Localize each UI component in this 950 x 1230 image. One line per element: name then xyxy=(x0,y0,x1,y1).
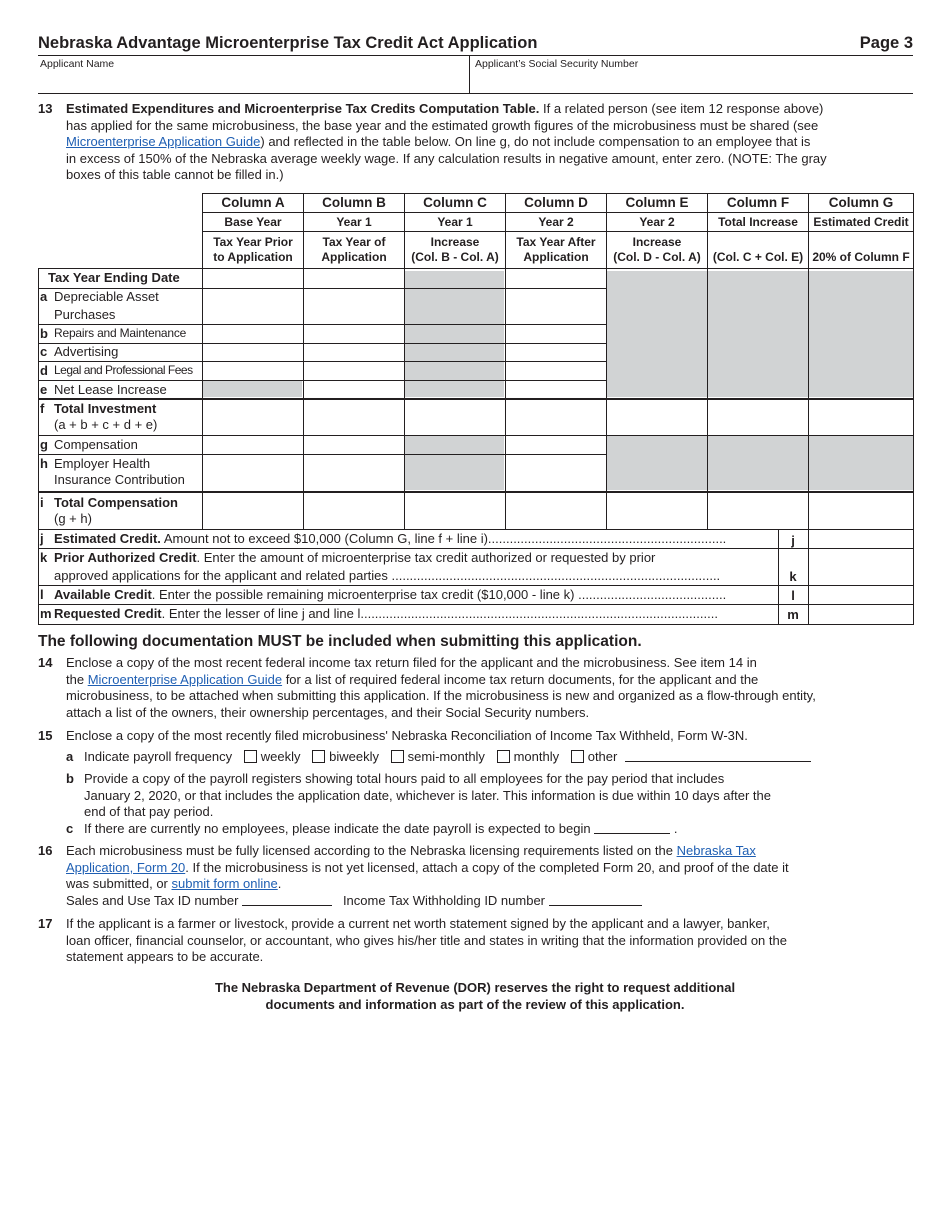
row-letter: a xyxy=(40,289,48,304)
column-b-subhead: Year 1 xyxy=(336,215,372,229)
item-letter: b xyxy=(66,771,74,786)
question-number: 13 xyxy=(38,101,53,116)
other-frequency-field[interactable] xyxy=(625,750,811,762)
row-letter: f xyxy=(40,401,45,416)
column-a-desc: Tax Year Prior to Application xyxy=(213,235,293,264)
form-20-link[interactable]: Nebraska Tax xyxy=(676,843,756,858)
row-letter: j xyxy=(40,531,44,546)
column-c-desc: Increase (Col. B - Col. A) xyxy=(411,235,499,264)
row-letter: l xyxy=(40,587,44,602)
q14-line: microbusiness, to be attached when submitting this application. If the microbusiness is new and organized as a flow-through entity, xyxy=(66,688,816,704)
column-g-subhead: Estimated Credit xyxy=(813,215,909,229)
row-letter: m xyxy=(40,606,52,621)
monthly-checkbox[interactable] xyxy=(497,750,510,763)
column-a-subhead: Base Year xyxy=(224,215,282,229)
gray-box xyxy=(606,271,913,397)
column-b-desc: Tax Year of Application xyxy=(321,235,387,264)
column-b-header: Column B xyxy=(322,195,386,210)
column-e-header: Column E xyxy=(625,195,689,210)
q13-line: ) and reflected in the table below. On line g, do not include compensation to an employee that is xyxy=(260,134,811,150)
applicant-ssn-field[interactable] xyxy=(471,56,913,94)
line-m-input[interactable] xyxy=(809,605,913,624)
column-g-desc: 20% of Column F xyxy=(812,250,910,264)
documentation-heading: The following documentation MUST be included when submitting this application. xyxy=(38,633,642,650)
row-letter: e xyxy=(40,382,48,397)
column-f-subhead: Total Increase xyxy=(718,215,798,229)
dor-notice: The Nebraska Department of Revenue (DOR) reserves the right to request additional documents and information as part of the review of this application. xyxy=(214,980,736,1012)
withholding-id-field[interactable] xyxy=(549,894,642,906)
question-number: 16 xyxy=(38,843,53,858)
row-j-label: Estimated Credit. Amount not to exceed $10,000 (Column G, line f + line i).................................................................. xyxy=(54,531,727,546)
line-j-input[interactable] xyxy=(809,530,913,548)
question-number: 14 xyxy=(38,655,53,670)
q13-line: has applied for the same microbusiness, the base year and the estimated growth figures of the microbusiness must be shared (see xyxy=(66,117,819,133)
monthly-label: monthly xyxy=(513,749,560,764)
withholding-id-label: Income Tax Withholding ID number xyxy=(342,892,546,908)
tax-year-ending-label: Tax Year Ending Date xyxy=(48,270,180,285)
item-letter: a xyxy=(66,749,74,764)
payroll-start-date-field[interactable] xyxy=(594,822,670,834)
page-header xyxy=(38,34,913,56)
q14-line: attach a list of the owners, their ownership percentages, and their Social Security numbers. xyxy=(66,704,590,720)
row-b-label: Repairs and Maintenance xyxy=(54,326,187,340)
row-e-label: Net Lease Increase xyxy=(54,382,167,397)
row-h-label: Employer Health Insurance Contribution xyxy=(54,456,185,487)
q13-text: If a related person (see item 12 response above) xyxy=(539,101,824,116)
form-page: Nebraska Advantage Microenterprise Tax Credit Act Application Page 3 Applicant Name Applicant’s Social Security Number 13 Estimated Expenditures and Microenterprise Tax Credits Computation Table. If a related person (see item 12 response above) has applied for the same microbusiness, the base year and the estimated growth figures of the microbusiness must be shared (see Microenterprise Application Guide) and reflected in the table below. On line g, do not include compensation to an employee that is in excess of 150% of the Nebraska average weekly wage. If any calculation results in negative amount, enter zero. (NOTE: The gray boxes of this table cannot be filled in.) Column A Column B Column C Column D Column E Column F Column G Base Year Year 1 Year 1 Year 2 Year 2 Total Increase Estimated Credit Tax Year Prior to Application Tax Year of Application Increase (Col. B - Col. A) Tax Year After Application Increase (Col. D - Col. A) (Col. C + Col. E) 20% of Column F Tax Year Ending Date a Depreciable Asset Purchases b Repairs and Maintenance c Advertising d Legal and Professional Fees e Net Lease Increase f Total Investment (a + b + c + d + e) g Compensation h Employer Health Insurance Contribution i Total Compensation (g + h) j Estimated Credit. Amount not to exceed $10,000 (Column G, line f + line i).................................................................. j k Prior Authorized Credit. Enter the amount of microenterprise tax credit authorized or requested by prior approved applications for the applicant and related parties ........................................................................................... k l Available Credit. Enter the possible remaining microenterprise tax credit ($10,000 - line k) ......................................... l m Requested Credit. Enter the lesser of line j and line l................................................................................................... m The following documentation MUST be included when submitting this application. 14 Enclose a copy of the most recent federal income tax return filed for the applicant and the microbusiness. See item 14 in the Microenterprise Application Guide for a list of required federal income tax return documents, for the applicant and the microbusiness, to be attached when submitting this application. If the microbusiness is new and organized as a flow-through entity, attach a list of the owners, their ownership percentages, and their Social Security numbers. 15 Enclose a copy of the most recently filed microbusiness' Nebraska Reconciliation of Income Tax Withheld, Form W-3N. a Indicate payroll frequency weekly biweekly semi-monthly monthly other b Provide a copy of the payroll registers showing total hours paid to all employees for the pay period that includes January 2, 2020, or that includes the application date, whichever is later. This information is due within 10 days after the end of that pay period. c If there are currently no employees, please indicate the date payroll is expected to begin . 16 Each microbusiness must be fully licensed according to the Nebraska licensing requirements listed on the Nebraska Tax Application, Form 20. If the microbusiness is not yet licensed, attach a copy of the completed Form 20, and proof of the date it was submitted, or submit form online. Sales and Use Tax ID number Income Tax Withholding ID number 17 If the applicant is a farmer or livestock, provide a current net worth statement signed by the applicant and a lawyer, banker, loan officer, financial counselor, or accountant, who gives his/her title and states in writing that the information provided on the statement appears to be accurate. The Nebraska Department of Revenue (DOR) reserves the right to request additional documents and information as part of the review of this application. xyxy=(0,0,950,1230)
other-label: other xyxy=(587,749,618,764)
row-letter: i xyxy=(40,495,44,510)
microenterprise-guide-link[interactable]: Microenterprise Application Guide xyxy=(66,134,261,150)
column-a-header: Column A xyxy=(221,195,285,210)
weekly-label: weekly xyxy=(260,749,301,764)
column-d-desc: Tax Year After Application xyxy=(516,235,596,264)
column-d-subhead: Year 2 xyxy=(538,215,574,229)
line-k-input[interactable] xyxy=(809,549,913,585)
row-d-label: Legal and Professional Fees xyxy=(54,363,193,377)
q13-line: boxes of this table cannot be filled in.) xyxy=(66,167,284,183)
submit-form-online-link[interactable]: submit form online xyxy=(171,876,278,892)
question-number: 15 xyxy=(38,728,53,743)
column-f-desc: (Col. C + Col. E) xyxy=(712,250,804,264)
gray-box xyxy=(404,435,504,490)
row-letter: b xyxy=(40,326,48,341)
row-i-label: Total Compensation (g + h) xyxy=(54,495,178,526)
column-e-subhead: Year 2 xyxy=(639,215,675,229)
applicant-name-field[interactable] xyxy=(38,56,470,94)
row-g-label: Compensation xyxy=(54,437,138,452)
gray-box xyxy=(606,435,913,490)
line-l-input[interactable] xyxy=(809,586,913,604)
biweekly-checkbox[interactable] xyxy=(312,750,325,763)
row-k-label: Prior Authorized Credit. Enter the amount of microenterprise tax credit authorized or requested by prior approved applications for the applicant and related parties ........................................................................................... xyxy=(54,550,721,583)
microenterprise-guide-link[interactable]: Microenterprise Application Guide xyxy=(87,671,283,687)
column-e-desc: Increase (Col. D - Col. A) xyxy=(613,235,701,264)
column-c-subhead: Year 1 xyxy=(437,215,473,229)
line-m-caption: m xyxy=(787,607,799,622)
sales-tax-id-label: Sales and Use Tax ID number xyxy=(66,892,239,908)
semi-monthly-checkbox[interactable] xyxy=(391,750,404,763)
line-l-caption: l xyxy=(791,588,795,603)
form-20-link[interactable]: Application, Form 20 xyxy=(66,859,186,875)
payroll-frequency-label: Indicate payroll frequency xyxy=(84,749,233,764)
weekly-checkbox[interactable] xyxy=(244,750,257,763)
column-c-header: Column C xyxy=(423,195,487,210)
column-g-header: Column G xyxy=(828,195,894,210)
other-checkbox[interactable] xyxy=(571,750,584,763)
row-l-label: Available Credit. Enter the possible remaining microenterprise tax credit ($10,000 - line k) ......................................... xyxy=(54,587,727,602)
line-k-caption: k xyxy=(789,569,797,584)
q13-bold-title: Estimated Expenditures and Microenterprise Tax Credits Computation Table. xyxy=(66,101,540,116)
gray-box xyxy=(202,380,302,397)
row-letter: d xyxy=(40,363,48,378)
item-letter: c xyxy=(66,821,74,836)
applicant-name-label: Applicant Name xyxy=(40,58,115,70)
column-d-header: Column D xyxy=(524,195,588,210)
row-letter: h xyxy=(40,456,48,471)
page-number: Page 3 xyxy=(859,34,913,52)
sales-tax-id-field[interactable] xyxy=(242,894,332,906)
row-letter: c xyxy=(40,344,48,359)
column-f-header: Column F xyxy=(726,195,790,210)
form-title: Nebraska Advantage Microenterprise Tax Credit Act Application xyxy=(38,34,538,52)
row-f-label: Total Investment (a + b + c + d + e) xyxy=(54,401,158,432)
applicant-info-row xyxy=(38,56,913,94)
row-m-label: Requested Credit. Enter the lesser of line j and line l................................................................................................... xyxy=(54,606,718,621)
row-a-label: Depreciable Asset Purchases xyxy=(54,289,159,322)
line-j-caption: j xyxy=(791,533,795,548)
row-c-label: Advertising xyxy=(54,344,119,359)
applicant-ssn-label: Applicant’s Social Security Number xyxy=(475,58,639,70)
computation-table xyxy=(38,193,913,625)
row-letter: k xyxy=(40,550,48,565)
gray-box xyxy=(404,271,504,397)
biweekly-label: biweekly xyxy=(329,749,380,764)
q14-line: Enclose a copy of the most recent federal income tax return filed for the applicant and the microbusiness. See item 14 in xyxy=(66,655,757,670)
q15-line: Enclose a copy of the most recently filed microbusiness' Nebraska Reconciliation of Income Tax Withheld, Form W-3N. xyxy=(66,728,748,743)
row-letter: g xyxy=(40,437,48,452)
semi-monthly-label: semi-monthly xyxy=(407,749,485,764)
q13-line: in excess of 150% of the Nebraska average weekly wage. If any calculation results in negative amount, enter zero. (NOTE: The gray xyxy=(66,150,827,166)
question-number: 17 xyxy=(38,916,53,931)
